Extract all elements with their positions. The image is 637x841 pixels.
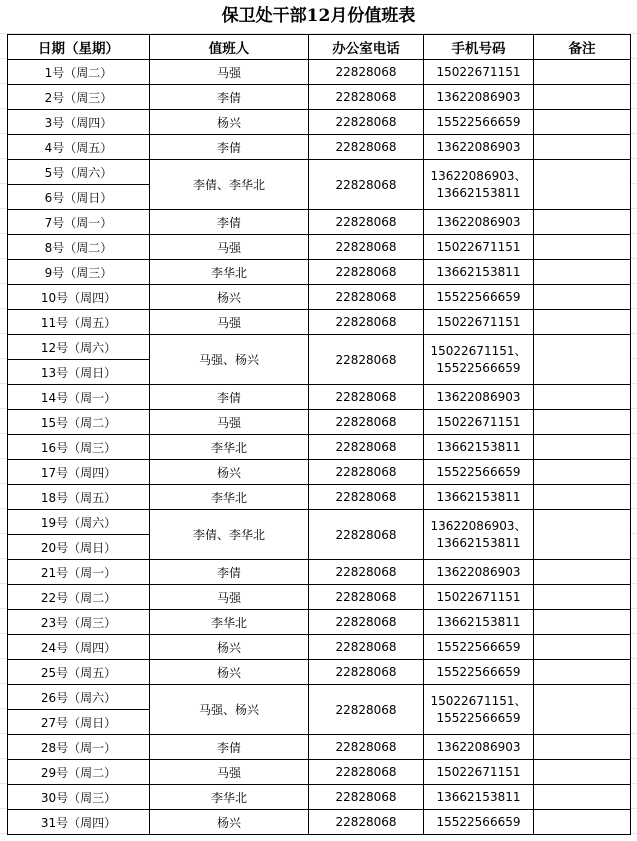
note-cell [534,260,631,285]
date-cell: 31号（周四） [8,810,150,835]
mobile-cell: 13662153811 [424,260,534,285]
table-row [8,285,631,310]
note-cell [534,585,631,610]
office-phone-cell: 22828068 [309,785,424,810]
table-row [8,160,631,185]
table-row [8,735,631,760]
mobile-cell: 13662153811 [424,435,534,460]
person-cell: 杨兴 [150,635,309,660]
mobile-cell: 13622086903 [424,85,534,110]
person-cell: 李倩 [150,735,309,760]
table-row [8,485,631,510]
mobile-cell [424,685,534,735]
table-row [8,310,631,335]
note-cell [534,410,631,435]
date-cell: 9号（周三） [8,260,150,285]
date-cell: 2号（周三） [8,85,150,110]
office-phone-cell: 22828068 [309,235,424,260]
table-row [8,585,631,610]
mobile-cell: 15522566659 [424,810,534,835]
mobile-number: 13662153811 [436,535,521,550]
office-phone-cell: 22828068 [309,335,424,385]
person-cell: 李倩 [150,135,309,160]
header-date: 日期（星期） [8,35,150,60]
person-cell: 李倩 [150,560,309,585]
table-row [8,60,631,85]
table-row [8,635,631,660]
mobile-cell: 13622086903 [424,735,534,760]
mobile-cell: 13662153811 [424,610,534,635]
office-phone-cell: 22828068 [309,760,424,785]
office-phone-cell: 22828068 [309,160,424,210]
date-cell: 12号（周六） [8,335,150,360]
person-cell: 李华北 [150,435,309,460]
person-cell: 李华北 [150,785,309,810]
table-row [8,110,631,135]
date-cell: 27号（周日） [8,710,150,735]
note-cell [534,310,631,335]
mobile-number: 13622086903、 [430,518,527,533]
date-cell: 10号（周四） [8,285,150,310]
mobile-cell: 15022671151 [424,410,534,435]
table-row [8,260,631,285]
table-row [8,560,631,585]
mobile-number: 13662153811 [436,185,521,200]
office-phone-cell: 22828068 [309,385,424,410]
note-cell [534,810,631,835]
mobile-cell: 15522566659 [424,660,534,685]
office-phone-cell: 22828068 [309,210,424,235]
note-cell [534,285,631,310]
table-row [8,385,631,410]
office-phone-cell: 22828068 [309,110,424,135]
office-phone-cell: 22828068 [309,685,424,735]
mobile-cell: 13622086903 [424,135,534,160]
note-cell [534,460,631,485]
table-row [8,235,631,260]
person-cell: 杨兴 [150,660,309,685]
office-phone-cell: 22828068 [309,635,424,660]
date-cell: 3号（周四） [8,110,150,135]
person-cell: 马强 [150,235,309,260]
date-cell: 8号（周二） [8,235,150,260]
date-cell: 17号（周四） [8,460,150,485]
office-phone-cell: 22828068 [309,60,424,85]
note-cell [534,635,631,660]
note-cell [534,485,631,510]
mobile-cell: 15022671151 [424,760,534,785]
table-row [8,85,631,110]
person-cell: 杨兴 [150,285,309,310]
person-cell: 李倩、李华北 [150,510,309,560]
header-office-phone: 办公室电话 [309,35,424,60]
note-cell [534,385,631,410]
mobile-cell: 13662153811 [424,485,534,510]
office-phone-cell: 22828068 [309,510,424,560]
mobile-cell: 13622086903 [424,560,534,585]
office-phone-cell: 22828068 [309,585,424,610]
date-cell: 30号（周三） [8,785,150,810]
mobile-cell: 15522566659 [424,110,534,135]
header-row [8,35,631,60]
table-row [8,335,631,360]
date-cell: 29号（周二） [8,760,150,785]
date-cell: 22号（周二） [8,585,150,610]
mobile-cell: 13622086903 [424,210,534,235]
date-cell: 14号（周一） [8,385,150,410]
note-cell [534,760,631,785]
table-row [8,685,631,710]
note-cell [534,685,631,735]
person-cell: 李倩 [150,210,309,235]
person-cell: 马强 [150,585,309,610]
person-cell: 马强 [150,410,309,435]
date-cell: 6号（周日） [8,185,150,210]
note-cell [534,435,631,460]
person-cell: 李华北 [150,485,309,510]
office-phone-cell: 22828068 [309,660,424,685]
note-cell [534,335,631,385]
office-phone-cell: 22828068 [309,560,424,585]
date-cell: 28号（周一） [8,735,150,760]
note-cell [534,785,631,810]
note-cell [534,510,631,560]
office-phone-cell: 22828068 [309,310,424,335]
person-cell: 李倩 [150,385,309,410]
person-cell: 马强 [150,60,309,85]
table-row [8,610,631,635]
date-cell: 24号（周四） [8,635,150,660]
table-row [8,210,631,235]
note-cell [534,160,631,210]
note-cell [534,60,631,85]
note-cell [534,85,631,110]
date-cell: 11号（周五） [8,310,150,335]
office-phone-cell: 22828068 [309,610,424,635]
table-row [8,510,631,535]
table-row [8,810,631,835]
person-cell: 马强、杨兴 [150,335,309,385]
duty-roster-table [7,34,631,835]
mobile-cell: 15022671151 [424,60,534,85]
office-phone-cell: 22828068 [309,285,424,310]
person-cell: 李华北 [150,610,309,635]
mobile-cell: 15522566659 [424,460,534,485]
office-phone-cell: 22828068 [309,735,424,760]
mobile-cell: 15022671151 [424,310,534,335]
date-cell: 15号（周二） [8,410,150,435]
header-note: 备注 [534,35,631,60]
mobile-cell [424,160,534,210]
date-cell: 20号（周日） [8,535,150,560]
table-row [8,435,631,460]
date-cell: 21号（周一） [8,560,150,585]
date-cell: 13号（周日） [8,360,150,385]
person-cell: 李倩 [150,85,309,110]
header-person: 值班人 [150,35,309,60]
date-cell: 26号（周六） [8,685,150,710]
office-phone-cell: 22828068 [309,460,424,485]
date-cell: 19号（周六） [8,510,150,535]
mobile-cell: 15022671151 [424,235,534,260]
mobile-number: 13622086903、 [430,168,527,183]
mobile-cell: 15022671151 [424,585,534,610]
office-phone-cell: 22828068 [309,135,424,160]
table-row [8,460,631,485]
table-row [8,660,631,685]
note-cell [534,560,631,585]
note-cell [534,735,631,760]
date-cell: 1号（周二） [8,60,150,85]
person-cell: 马强 [150,310,309,335]
mobile-number: 15022671151、 [430,343,527,358]
person-cell: 马强 [150,760,309,785]
mobile-cell: 15522566659 [424,635,534,660]
note-cell [534,610,631,635]
note-cell [534,210,631,235]
mobile-cell [424,335,534,385]
person-cell: 李倩、李华北 [150,160,309,210]
person-cell: 李华北 [150,260,309,285]
person-cell: 杨兴 [150,810,309,835]
header-mobile: 手机号码 [424,35,534,60]
person-cell: 杨兴 [150,110,309,135]
office-phone-cell: 22828068 [309,435,424,460]
date-cell: 18号（周五） [8,485,150,510]
table-row [8,760,631,785]
note-cell [534,660,631,685]
mobile-cell [424,510,534,560]
person-cell: 马强、杨兴 [150,685,309,735]
table-row [8,785,631,810]
mobile-number: 15522566659 [436,360,521,375]
table-row [8,135,631,160]
date-cell: 7号（周一） [8,210,150,235]
page-title: 保卫处干部12月份值班表 [221,6,416,26]
note-cell [534,235,631,260]
person-cell: 杨兴 [150,460,309,485]
date-cell: 25号（周五） [8,660,150,685]
office-phone-cell: 22828068 [309,485,424,510]
office-phone-cell: 22828068 [309,410,424,435]
note-cell [534,135,631,160]
date-cell: 16号（周三） [8,435,150,460]
mobile-cell: 15522566659 [424,285,534,310]
office-phone-cell: 22828068 [309,810,424,835]
table-row [8,410,631,435]
mobile-number: 15022671151、 [430,693,527,708]
date-cell: 23号（周三） [8,610,150,635]
note-cell [534,110,631,135]
date-cell: 5号（周六） [8,160,150,185]
date-cell: 4号（周五） [8,135,150,160]
mobile-cell: 13622086903 [424,385,534,410]
office-phone-cell: 22828068 [309,260,424,285]
mobile-cell: 13662153811 [424,785,534,810]
office-phone-cell: 22828068 [309,85,424,110]
mobile-number: 15522566659 [436,710,521,725]
